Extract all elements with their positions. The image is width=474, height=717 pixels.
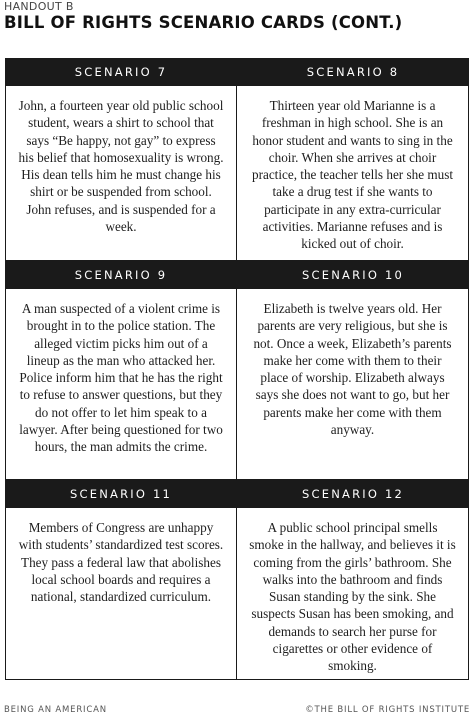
footer-copyright: ©THE BILL OF RIGHTS INSTITUTE xyxy=(305,705,470,715)
handout-label: HANDOUT B xyxy=(4,0,74,13)
page-title: BILL OF RIGHTS SCENARIO CARDS (CONT.) xyxy=(4,13,403,32)
scenario-card-text: A man suspected of a violent crime is brought in to the police station. The alleged victim picks him out of a lineup as the man who attacked her. Police inform him that he has the right to refuse to answer questions, but they do not offer to let him speak to a lawyer. After being questioned for two hours, the man admits the crime. xyxy=(5,289,237,480)
footer-series-name: BEING AN AMERICAN xyxy=(4,705,107,715)
scenario-card-12 xyxy=(237,480,469,680)
scenario-card-header: SCENARIO 12 xyxy=(237,480,469,508)
scenario-card-text: A public school principal smells smoke in the hallway, and believes it is coming from the girls’ bathroom. She walks into the bathroom and finds Susan standing by the sink. She suspects Susan has been smoking, and demands to search her purse for cigarettes or other evidence of smoking. xyxy=(237,508,469,680)
scenario-card-text: Thirteen year old Marianne is a freshman in high school. She is an honor student and wants to sing in the choir. When she arrives at choir practice, the teacher tells her she must take a drug test if she wants to participate in any extra-curricular activities. Marianne refuses and is kicked out of choir. xyxy=(237,86,469,261)
scenario-card-text: Members of Congress are unhappy with students’ standardized test scores. They pass a federal law that abolishes local school boards and requires a national, standardized curriculum. xyxy=(5,508,237,680)
scenario-grid xyxy=(5,58,469,708)
scenario-card-11 xyxy=(5,480,237,680)
scenario-card-header: SCENARIO 10 xyxy=(237,261,469,289)
scenario-card-text: John, a fourteen year old public school student, wears a shirt to school that says “Be happy, not gay” to express his belief that homosexuality is wrong. His dean tells him he must change his shirt or be suspended from school. John refuses, and is suspended for a week. xyxy=(5,86,237,261)
scenario-card-9 xyxy=(5,261,237,480)
scenario-card-text: Elizabeth is twelve years old. Her parents are very religious, but she is not. Once a week, Elizabeth’s parents make her come with them to their place of worship. Elizabeth always says she does not want to go, but her parents make her come with them anyway. xyxy=(237,289,469,480)
scenario-card-header: SCENARIO 7 xyxy=(5,58,237,86)
scenario-card-header: SCENARIO 8 xyxy=(237,58,469,86)
scenario-card-header: SCENARIO 9 xyxy=(5,261,237,289)
scenario-card-10 xyxy=(237,261,469,480)
scenario-card-8 xyxy=(237,58,469,261)
scenario-card-header: SCENARIO 11 xyxy=(5,480,237,508)
scenario-card-7 xyxy=(5,58,237,261)
